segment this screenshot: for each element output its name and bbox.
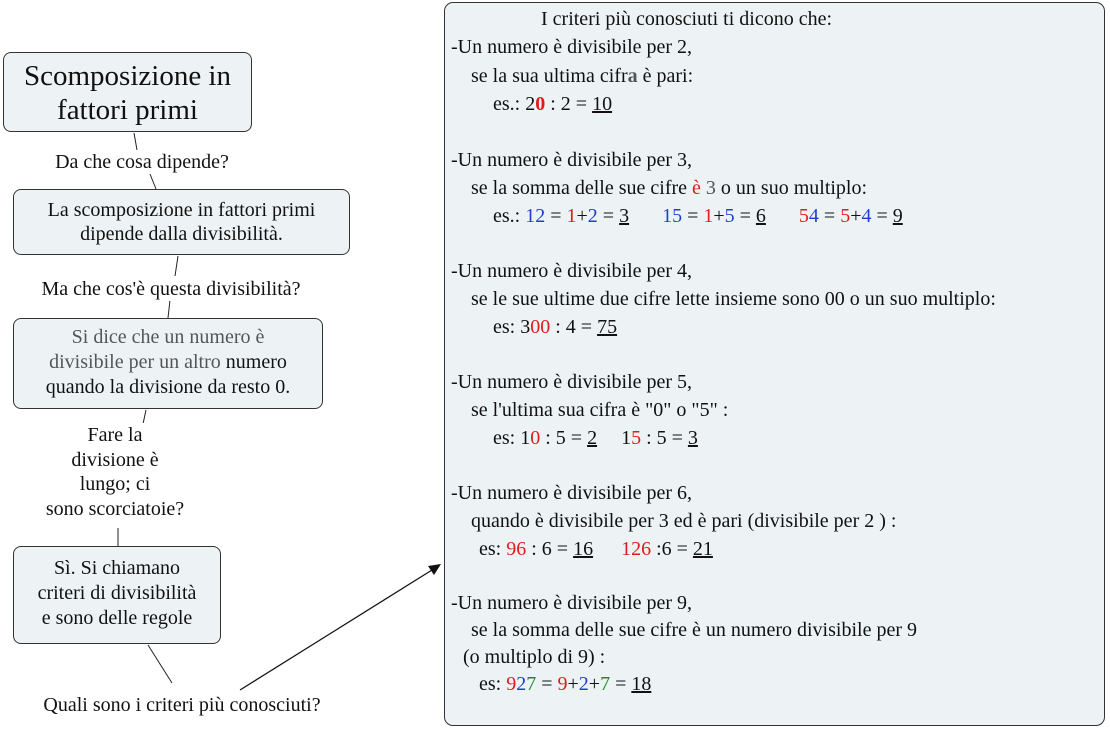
rule-6-bm: :6 = [651, 538, 693, 560]
e2-n2: 5 [672, 205, 683, 227]
rule-9-eq: = [536, 673, 558, 695]
rule-3-text-d: o un suo multiplo: [715, 177, 868, 199]
e1-n1: 1 [525, 205, 536, 227]
e3-a: 5 [840, 205, 851, 227]
rule-2-ex-mid: : 2 = [545, 93, 593, 115]
e1-eq2: = [597, 205, 620, 227]
rule-2-text-a: se la sua ultima cifr [471, 65, 628, 87]
rule-3-text-b: è [692, 177, 701, 199]
e2-eq: = [682, 205, 704, 227]
e3-n1: 5 [798, 205, 809, 227]
e2-b: 5 [724, 205, 735, 227]
rule-2-ex-result: 10 [592, 93, 613, 115]
node-divisibility[interactable] [13, 189, 350, 255]
shortcuts-line-1: Fare la [87, 424, 143, 446]
rule-3-title: -Un numero è divisibile per 3, [451, 149, 693, 171]
criteria-intro-line-2: criteri di divisibilità [37, 582, 197, 604]
rule-5-pre: es: [493, 427, 521, 449]
rule-5-text: se l'ultima sua cifra è "0" o "5" : [471, 399, 729, 421]
rule-5-am: : 5 = [540, 427, 588, 449]
node-definition[interactable] [13, 318, 323, 409]
rule-3-text [471, 177, 867, 200]
rule-6-example [479, 538, 713, 561]
e3-plus: + [850, 205, 862, 227]
rule-3-text-c: 3 [700, 177, 716, 199]
rule-6-br: 21 [692, 538, 713, 560]
rule-9-res: 18 [631, 673, 652, 695]
rule-6-pre: es: [479, 538, 507, 560]
e2-eq2: = [734, 205, 756, 227]
title-node[interactable] [3, 52, 252, 132]
rule-5-br: 3 [687, 427, 698, 449]
node-divisibility-line-1: La scomposizione in fattori primi [47, 199, 316, 221]
rule-9-d2: 2 [516, 673, 527, 695]
e2-res: 6 [755, 205, 766, 227]
rule-5-title: -Un numero è divisibile per 5, [451, 371, 693, 393]
rule-9-example [479, 673, 651, 696]
definition-line-2 [14, 350, 322, 375]
rule-3-text-a: se la somma delle sue cifre [471, 177, 693, 199]
rule-9-d1: 9 [506, 673, 517, 695]
rule-5-a1: 1 [520, 427, 531, 449]
rule-6-am: : 6 = [526, 538, 574, 560]
question-known-criteria: Quali sono i criteri più conosciuti? [12, 693, 352, 717]
rule-9-s1: 9 [557, 673, 568, 695]
rule-4-example [493, 316, 617, 339]
e3-res: 9 [892, 205, 903, 227]
title-line-1: Scomposizione in [23, 60, 231, 92]
definition-line-1: Si dice che un numero è [71, 326, 265, 348]
question-shortcuts [28, 423, 202, 521]
rule-4-ex-pre: es: 3 [493, 316, 531, 338]
rule-9-p1: + [567, 673, 579, 695]
e3-eq2: = [871, 205, 893, 227]
rule-5-b2: 5 [631, 427, 642, 449]
rule-4-ex-mid: : 4 = [550, 316, 598, 338]
e2-a: 1 [703, 205, 714, 227]
definition-line-2b: numero [220, 351, 287, 373]
rule-2-example [493, 93, 612, 116]
e2-plus: + [713, 205, 725, 227]
e3-n2: 4 [808, 205, 819, 227]
rule-9-text: se la somma delle sue cifre è un numero divisibile per 9 [471, 619, 917, 641]
shortcuts-line-4: sono scorciatoie? [45, 497, 185, 520]
rule-2-text-c: è pari: [637, 65, 694, 87]
e1-n2: 2 [535, 205, 546, 227]
criteria-header: I criteri più conosciuti ti dicono che: [541, 8, 833, 30]
rule-9-title: -Un numero è divisibile per 9, [451, 592, 693, 614]
title-line-2: fattori primi [57, 94, 198, 126]
rule-2-title: -Un numero è divisibile per 2, [451, 36, 693, 58]
e1-a: 1 [566, 205, 577, 227]
rule-9-eq2: = [610, 673, 632, 695]
rule-3-pre: es.: [493, 205, 526, 227]
rule-9-s2: 2 [578, 673, 589, 695]
node-divisibility-line-2: dipende dalla divisibilità. [80, 223, 283, 245]
rule-3-examples [493, 205, 903, 228]
criteria-intro-line-1: Sì. Si chiamano [53, 557, 181, 579]
rule-2-text [471, 65, 693, 88]
rule-5-a2: 0 [530, 427, 541, 449]
rule-9-d3: 7 [526, 673, 537, 695]
rule-9-p2: + [588, 673, 601, 695]
rule-6-a: 96 [506, 538, 527, 560]
node-criteria-intro[interactable] [13, 546, 221, 644]
rule-2-text-b: a [627, 65, 638, 87]
rule-4-title: -Un numero è divisibile per 4, [451, 260, 693, 282]
rule-4-ex-red: 00 [530, 316, 551, 338]
question-depends: Da che cosa dipende? [32, 150, 252, 174]
rule-6-b: 126 [621, 538, 652, 560]
rule-4-ex-result: 75 [597, 316, 618, 338]
rule-5-ar: 2 [587, 427, 598, 449]
rule-5-b1: 1 [621, 427, 632, 449]
rule-5-bm: : 5 = [641, 427, 688, 449]
e1-plus: + [576, 205, 588, 227]
rule-6-text: quando è divisibile per 3 ed è pari (divisibile per 2 ) : [471, 510, 897, 532]
question-what-divisibility: Ma che cos'è questa divisibilità? [12, 277, 330, 301]
rule-6-title: -Un numero è divisibile per 6, [451, 482, 693, 504]
e1-b: 2 [587, 205, 598, 227]
e2-n1: 1 [662, 205, 673, 227]
rule-2-ex-pre: es.: 2 [493, 93, 536, 115]
arrowhead-icon [428, 564, 441, 575]
definition-line-3: quando la divisione da resto 0. [45, 376, 291, 398]
rule-2-ex-red: 0 [535, 93, 546, 115]
rule-5-example [493, 427, 698, 450]
e3-eq: = [818, 205, 841, 227]
shortcuts-line-2: divisione è [71, 448, 159, 471]
definition-line-2a: divisibile per un altro [49, 351, 221, 373]
shortcuts-line-3: lungo; ci [79, 473, 151, 495]
e1-res: 3 [619, 205, 630, 227]
rule-9-s3: 7 [600, 673, 611, 695]
rule-4-text: se le sue ultime due cifre lette insieme sono 00 o un suo multiplo: [471, 288, 996, 310]
criteria-intro-line-3: e sono delle regole [41, 607, 193, 629]
rule-9-text-2: (o multiplo di 9) : [463, 646, 606, 668]
e1-eq: = [545, 205, 567, 227]
rule-9-pre: es: [479, 673, 507, 695]
e3-b: 4 [861, 205, 872, 227]
rule-6-ar: 16 [573, 538, 594, 560]
criteria-panel[interactable] [444, 2, 1105, 726]
